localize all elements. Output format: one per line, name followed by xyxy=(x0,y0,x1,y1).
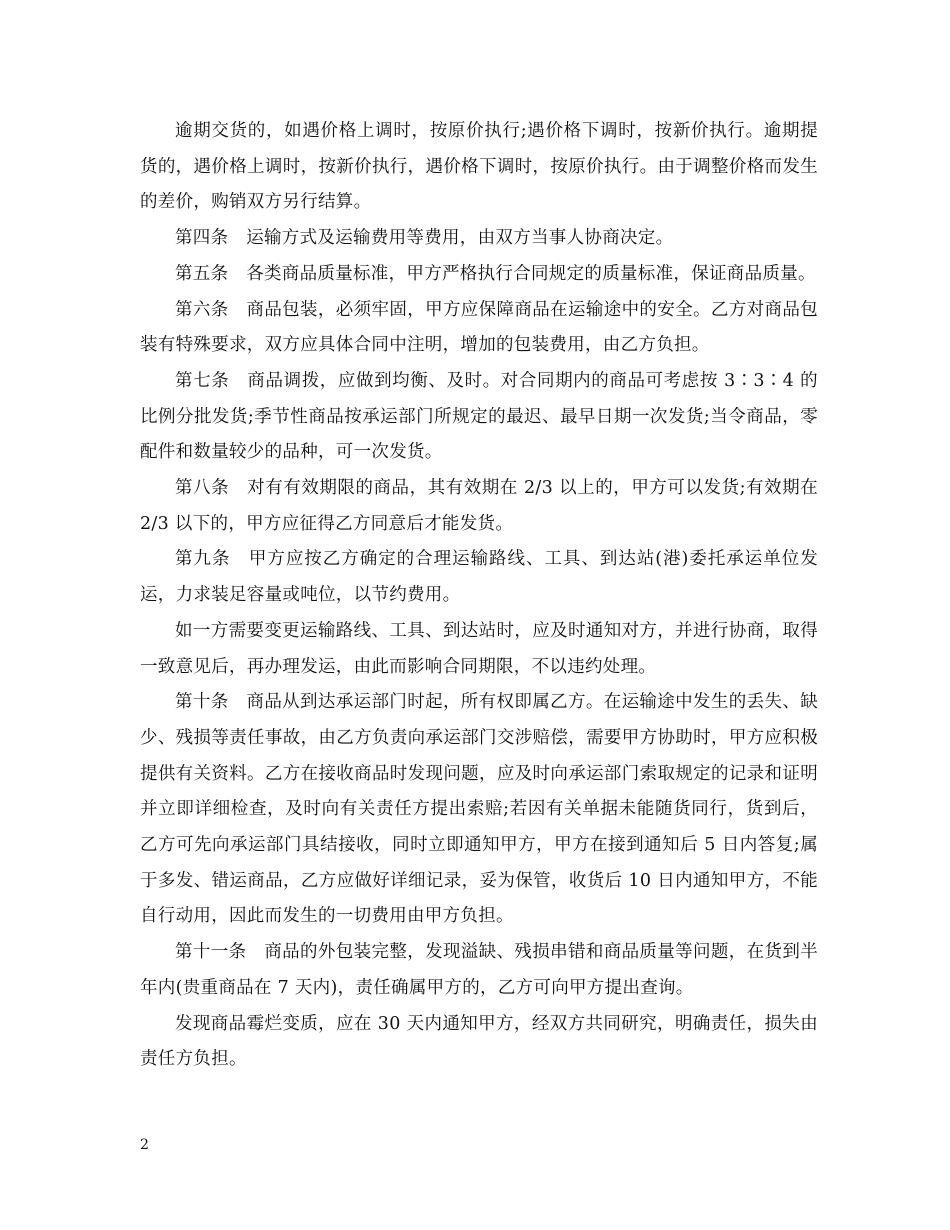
paragraph-article-4: 第四条 运输方式及运输费用等费用，由双方当事人协商决定。 xyxy=(175,228,674,249)
paragraph-article-11: 第十一条 商品的外包装完整，发现溢缺、残损串错和商品质量等问题，在货到半年内(贵重商品在 7 天内)，责任确属甲方的，乙方可向甲方提出查询。 xyxy=(140,942,818,998)
document-body xyxy=(140,114,818,1078)
paragraph-article-6: 第六条 商品包装，必须牢固，甲方应保障商品在运输途中的安全。乙方对商品包装有特殊要求，双方应具体合同中注明，增加的包装费用，由乙方负担。 xyxy=(140,299,818,356)
paragraph-article-9: 第九条 甲方应按乙方确定的合理运输路线、工具、到达站(港)委托承运单位发运，力求装足容量或吨位，以节约费用。 xyxy=(140,549,818,606)
paragraph-spoiled-goods: 发现商品霉烂变质，应在 30 天内通知甲方，经双方共同研究，明确责任，损失由责任方负担。 xyxy=(140,1013,818,1070)
paragraph-article-8: 第八条 对有有效期限的商品，其有效期在 2/3 以上的，甲方可以发货;有效期在 2/3 以下的，甲方应征得乙方同意后才能发货。 xyxy=(140,478,818,534)
paragraph-article-10: 第十条 商品从到达承运部门时起，所有权即属乙方。在运输途中发生的丢失、缺少、残损等责任事故，由乙方负责向承运部门交涉赔偿，需要甲方协助时，甲方应积极提供有关资料。乙方在接收商品时发现问题，应及时向承运部门索取规定的记录和证明并立即详细检查，及时向有关责任方提出索赔;若因有关单据未能随货同行，货到后，乙方可先向承运部门具结接收，同时立即通知甲方，甲方在接到通知后 5 日内答复;属于多发、错运商品，乙方应做好详细记录，妥为保管，收货后 10 日内通知甲方，不能自行动用，因此而发生的一切费用由甲方负担。 xyxy=(140,692,818,927)
paragraph-late-delivery-pricing: 逾期交货的，如遇价格上调时，按原价执行;遇价格下调时，按新价执行。逾期提货的，遇价格上调时，按新价执行，遇价格下调时，按原价执行。由于调整价格而发生的差价，购销双方另行结算。 xyxy=(140,121,818,213)
page-number: 2 xyxy=(140,1137,149,1153)
paragraph-transport-change: 如一方需要变更运输路线、工具、到达站时，应及时通知对方，并进行协商，取得一致意见后，再办理发运，由此而影响合同期限，不以违约处理。 xyxy=(140,620,818,677)
paragraph-article-5: 第五条 各类商品质量标准，甲方严格执行合同规定的质量标准，保证商品质量。 xyxy=(175,263,816,284)
paragraph-article-7: 第七条 商品调拨，应做到均衡、及时。对合同期内的商品可考虑按 3∶3∶4 的比例分批发货;季节性商品按承运部门所规定的最迟、最早日期一次发货;当令商品，零配件和数量较少的品种，可一次发货。 xyxy=(140,370,818,463)
